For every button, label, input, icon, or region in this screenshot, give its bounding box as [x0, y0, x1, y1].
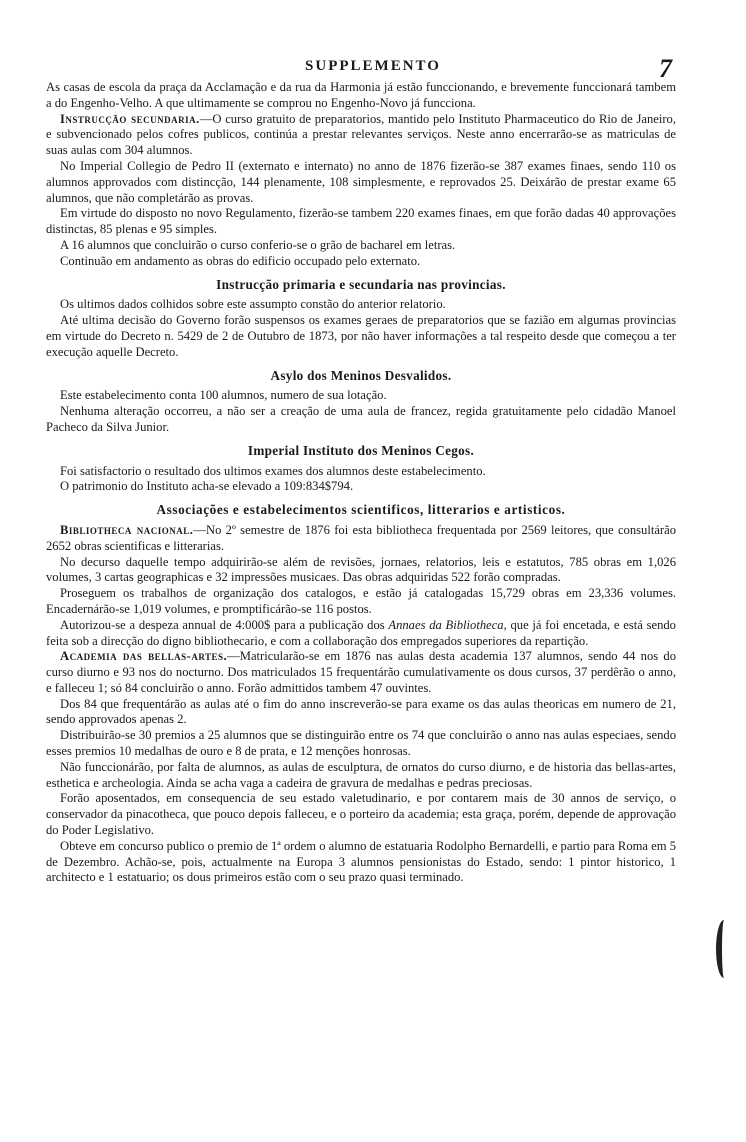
- running-title: SUPPLEMENTO: [305, 58, 441, 74]
- paragraph: [46, 80, 676, 112]
- paragraph: [46, 313, 676, 360]
- paragraph: [46, 649, 676, 696]
- paragraph-lead: Academia das bellas-artes.: [60, 649, 228, 664]
- paragraph-text: Nenhuma alteração occorreu, a não ser a creação de uma aula de francez, regida gratuitamente pelo cidadão Manoel Pacheco da Silva Junior.: [46, 404, 676, 434]
- paragraph-text: Forão aposentados, em consequencia de seu estado valetudinario, e por contarem mais de 30 annos de serviço, o conservador da pinacotheca, que pouco depois falleceu, e o porteiro da academia; esta graça, porém, depende de approvação do Poder Legislativo.: [46, 791, 676, 838]
- paragraph-text: Dos 84 que frequentárão as aulas até o fim do anno inscreverão-se para exame os das aulas theoricas em numero de 21, sendo approvados apenas 2.: [46, 696, 676, 727]
- paragraph: [46, 388, 676, 404]
- paragraph: [46, 791, 676, 838]
- paragraph: [46, 586, 676, 618]
- section-heading: Imperial Instituto dos Meninos Cegos.: [247, 442, 475, 458]
- section-heading: Associações e estabelecimentos scientificos, litterarios e artisticos.: [156, 502, 566, 518]
- section-heading: Asylo dos Meninos Desvalidos.: [270, 367, 452, 383]
- paragraph-text: Não funccionárão, por falta de alumnos, as aulas de esculptura, de ornatos do curso diurno, e de historia das bellas-artes, esthetica e archeologia. Ainda se acha vaga a cadeira de gravura de medalhas e pedras preciosas.: [46, 759, 676, 790]
- paragraph: [46, 159, 676, 206]
- section-heading: Instrucção primaria e secundaria nas provincias.: [216, 276, 506, 292]
- paragraph-lead: Bibliotheca nacional.: [60, 522, 194, 537]
- paragraph: [46, 254, 676, 270]
- paragraph: [46, 523, 676, 555]
- paragraph-text: Até ultima decisão do Governo forão suspensos os exames geraes de preparatorios que se fazião em algumas provincias em virtude do Decreto n. 5429 de 2 de Outubro de 1873, por não haver informações a tal respeito desde que começou a ter execução aquelle Decreto.: [46, 313, 676, 359]
- paragraph-text: Obteve em concurso publico o premio de 1ª ordem o alumno de estatuaria Rodolpho Bernardelli, e partio para Roma em 5 de Dezembro. Achão-se, pois, actualmente na Europa 3 alumnos pensionistas do Estado, sendo: 1 pintor historico, 1 architecto e 1 estatuario; os dous primeiros estão com o seu prazo quasi terminado.: [46, 838, 676, 885]
- paragraph: [46, 297, 676, 313]
- paragraph-text: —Matricularão-se em 1876 nas aulas desta academia 137 alumnos, sendo 44 nos do curso diurno e 93 nos do nocturno. Dos matriculados 15 frequentárão cumulativamente os dous cursos, 37 perdêrão o anno, e falleceu 1; só 84 concluirão o anno. Forão admittidos tambem 47 ouvintes.: [46, 649, 676, 695]
- paragraph-text: Este estabelecimento conta 100 alumnos, numero de sua lotação.: [60, 388, 387, 403]
- paragraph-lead: Instrucção secundaria.: [60, 111, 200, 126]
- paragraph: [46, 206, 676, 238]
- paragraph: [46, 697, 676, 729]
- paragraph-italic: Annaes da Bibliotheca: [388, 617, 504, 632]
- paragraph: [46, 479, 676, 495]
- page-number: 7: [659, 54, 672, 83]
- paragraph: [46, 760, 676, 792]
- paragraph-text: Continuão em andamento as obras do edificio occupado pelo externato.: [60, 253, 421, 268]
- paragraph: [46, 618, 676, 650]
- paragraph-text: Distribuirão-se 30 premios a 25 alumnos que se distinguirão entre os 74 que concluirão o anno nas aulas especiaes, sendo esses premios 10 medalhas de ouro e 8 de prata, e 12 menções honrosas.: [46, 728, 676, 759]
- paragraph: [46, 555, 676, 587]
- document-body: [46, 80, 676, 886]
- paragraph: [46, 839, 676, 886]
- paragraph-text: A 16 alumnos que concluirão o curso conferio-se o grão de bacharel em letras.: [60, 237, 456, 252]
- paragraph: [46, 404, 676, 436]
- paragraph-text: Autorizou-se a despeza annual de 4:000$ para a publicação dos: [60, 617, 389, 632]
- paragraph: [46, 464, 676, 480]
- paragraph-text: As casas de escola da praça da Acclamação e da rua da Harmonia já estão funccionando, e brevemente funccionará tambem a do Engenho-Velho. A que ultimamente se comprou no Engenho-Novo já funcciona.: [46, 80, 676, 110]
- paragraph: [46, 112, 676, 159]
- paragraph-text: , que já foi encetada, e está sendo feita sob a direcção do digno bibliothecario, e com a collaboração dos empregados superiores da repartição.: [46, 617, 676, 648]
- paragraph-text: Os ultimos dados colhidos sobre este assumpto constão do anterior relatorio.: [60, 297, 446, 312]
- paragraph-text: No Imperial Collegio de Pedro II (externato e internato) no anno de 1876 fizerão-se 387 exames finaes, sendo 110 os alumnos approvados com distincção, 144 plenamente, 108 simplesmente, e reprovados 25. Deixárão de prestar exame 65 alumnos, que não completárão as provas.: [46, 158, 676, 205]
- paragraph-text: O patrimonio do Instituto acha-se elevado a 109:834$794.: [60, 479, 354, 494]
- paragraph-text: Proseguem os trabalhos de organização dos catalogos, e estão já catalogadas 15,729 obras em 23,336 volumes. Encadernárão-se 1,019 volumes, e promptificárão-se 116 postos.: [46, 586, 676, 616]
- paragraph-text: Em virtude do disposto no novo Regulamento, fizerão-se tambem 220 exames finaes, em que forão dadas 40 approvações distinctas, 85 plenas e 95 simples.: [46, 206, 676, 237]
- paragraph: [46, 728, 676, 760]
- paragraph-text: Foi satisfactorio o resultado dos ultimos exames dos alumnos deste estabelecimento.: [60, 463, 486, 478]
- paragraph-text: —No 2º semestre de 1876 foi esta bibliotheca frequentada por 2569 leitores, que consultárão 2652 obras scientificas e litterarias.: [46, 522, 676, 553]
- paragraph-text: —O curso gratuito de preparatorios, mantido pelo Instituto Pharmaceutico do Rio de Janeiro, e subvencionado pelos cofres publicos, continúa a prestar relevantes serviços. Neste anno encerrarão-se as matriculas de suas aulas com 304 alumnos.: [46, 111, 676, 158]
- paragraph-text: No decurso daquelle tempo adquirirão-se além de revisões, jornaes, relatorios, leis e estatutos, 785 obras em 1,026 volumes, 3 cartas geographicas e 32 impressões musicaes. Das obras adquiridas 522 forão compradas.: [46, 554, 676, 585]
- paragraph: [46, 238, 676, 254]
- margin-mark: [716, 920, 732, 978]
